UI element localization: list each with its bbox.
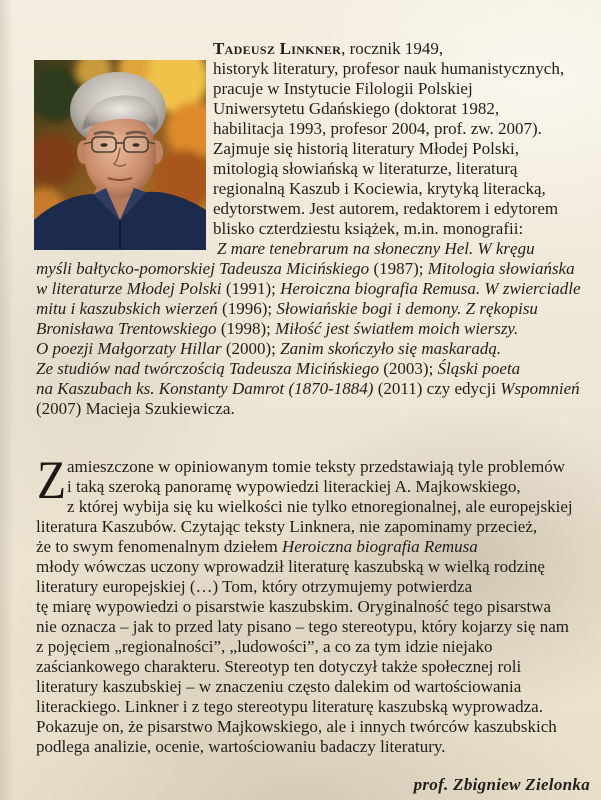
- bio-text: (2007) Macieja Szukiewicza.: [36, 399, 235, 418]
- publication-year: (1996);: [222, 299, 273, 318]
- author-name: Tadeusz Linkner: [213, 39, 342, 58]
- bio-text: pracuje w Instytucie Filologii Polskiej: [213, 79, 473, 98]
- bio-text: Zajmuje się historią literatury Młodej Polski,: [213, 139, 519, 158]
- book-title: na Kaszubach ks. Konstanty Damrot (1870-1884): [36, 379, 374, 398]
- drop-cap: Z: [37, 450, 67, 510]
- review-text: z której wybija się ku wielkości nie tylko etnoregionalnej, ale europejskiej: [67, 497, 573, 516]
- review-line: [36, 617, 586, 637]
- bio-line: [36, 339, 586, 359]
- bio-line: [36, 319, 586, 339]
- review-text: literatura Kaszubów. Czytając teksty Linknera, nie zapominamy przecież,: [36, 517, 538, 536]
- book-title: Mitologia słowiańska: [427, 259, 575, 278]
- bio-line: [36, 359, 586, 379]
- review-line: [36, 697, 586, 717]
- review-line: [36, 637, 586, 657]
- bio-line: [36, 219, 586, 239]
- bio-line: [36, 119, 586, 139]
- review-text: że to swym fenomenalnym dziełem: [36, 537, 278, 556]
- review-text: literatury europejskiej (…) Tom, który otrzymujemy potwierdza: [36, 577, 473, 596]
- book-title: Heroiczna biografia Remusa: [281, 537, 478, 556]
- book-title: w literaturze Młodej Polski: [36, 279, 222, 298]
- review-text: zaściankowego charakteru. Stereotyp ten dotyczył także społecznej roli: [36, 657, 522, 676]
- review-text: i taką szeroką panoramę wypowiedzi literackiej A. Majkowskiego,: [67, 477, 521, 496]
- bio-line: [36, 99, 586, 119]
- review-line: [36, 557, 586, 577]
- bio-text: regionalną Kaszub i Kociewia, krytyką literacką,: [213, 179, 546, 198]
- bio-text: (2011) czy edycji: [377, 379, 497, 398]
- bio-text: Uniwersytetu Gdańskiego (doktorat 1982,: [213, 99, 500, 118]
- book-title: Z mare tenebrarum na słoneczny Hel. W kręgu: [217, 239, 535, 258]
- publication-year: (1987);: [373, 259, 424, 278]
- review-text: tę miarę wypowiedzi o pisarstwie kaszubskim. Oryginalność tego pisarstwa: [36, 597, 552, 616]
- review-text: amieszczone w opiniowanym tomie teksty przedstawiają tyle problemów: [67, 457, 566, 476]
- publication-year: (2000);: [225, 339, 276, 358]
- book-title: Heroiczna biografia Remusa. W zwierciadle: [280, 279, 581, 298]
- bio-line: [36, 279, 586, 299]
- book-title: myśli bałtycko-pomorskiej Tadeusza Micińskiego: [36, 259, 370, 278]
- book-title: Wspomnień: [500, 379, 580, 398]
- bio-line: [36, 199, 586, 219]
- bio-text: edytorstwem. Jest autorem, redaktorem i edytorem: [213, 199, 559, 218]
- review-text: młody wówczas uczony wprowadził literaturę kaszubską w wielką rodzinę: [36, 557, 545, 576]
- review-line: [36, 457, 586, 477]
- book-title: Zanim skończyło się maskaradą.: [280, 339, 502, 358]
- bio-line: [36, 59, 586, 79]
- bio-text: habilitacja 1993, profesor 2004, prof. zw. 2007).: [213, 119, 542, 138]
- review-line: [36, 517, 586, 537]
- review-line: [36, 677, 586, 697]
- book-title: mitu i kaszubskich wierzeń: [36, 299, 218, 318]
- book-title: Słowiańskie bogi i demony. Z rękopisu: [276, 299, 538, 318]
- bio-line: [36, 159, 586, 179]
- bio-text: historyk literatury, profesor nauk humanistycznych,: [213, 59, 565, 78]
- review-text: Pokazuje on, że pisarstwo Majkowskiego, ale i innych twórców kaszubskich: [36, 717, 557, 736]
- review-line: [36, 717, 586, 737]
- book-title: Ze studiów nad twórczością Tadeusza Micińskiego: [36, 359, 379, 378]
- review-text: literatury kaszubskiej – w znaczeniu często dalekim od wartościowania: [36, 677, 522, 696]
- bio-line: [36, 239, 586, 259]
- bio-line: [36, 379, 586, 399]
- publication-year: (2003);: [383, 359, 434, 378]
- review-line: [36, 657, 586, 677]
- publication-year: (1998);: [220, 319, 271, 338]
- review-line: [36, 497, 586, 517]
- bio-line: [36, 39, 586, 59]
- review-line: [36, 737, 586, 757]
- bio-text: blisko czterdziestu książek, m.in. monografii:: [213, 219, 524, 238]
- review-line: [36, 477, 586, 497]
- book-title: Bronisława Trentowskiego: [36, 319, 217, 338]
- publication-year: (1991);: [225, 279, 276, 298]
- review-text: nie oznacza – jak to przed laty pisano – tego stereotypu, który kojarzy się nam: [36, 617, 569, 636]
- bio-line: [36, 139, 586, 159]
- review-excerpt: [36, 450, 586, 757]
- book-title: O poezji Małgorzaty Hillar: [36, 339, 222, 358]
- bio-line: [36, 399, 586, 419]
- bio-line: [36, 79, 586, 99]
- book-title: Miłość jest światłem moich wierszy.: [275, 319, 519, 338]
- bio-line: [36, 179, 586, 199]
- bio-line: [36, 299, 586, 319]
- review-line: [36, 597, 586, 617]
- review-text: podlega analizie, ocenie, wartościowaniu badaczy literatury.: [36, 737, 446, 756]
- bio-text: , rocznik 1949,: [341, 39, 444, 58]
- review-line: [36, 577, 586, 597]
- bio-line: [36, 259, 586, 279]
- bio-text: mitologią słowiańską w literaturze, literaturą: [213, 159, 518, 178]
- book-title: Śląski poeta: [437, 359, 521, 378]
- review-line: [36, 537, 586, 557]
- author-bio: [36, 39, 586, 419]
- review-text: literackiego. Linkner i z tego stereotypu literaturę kaszubską wyprowadza.: [36, 697, 543, 716]
- review-signature: prof. Zbigniew Zielonka: [413, 775, 590, 794]
- review-text: z pojęciem „regionalności”, „ludowości”, a co za tym idzie niejako: [36, 637, 493, 656]
